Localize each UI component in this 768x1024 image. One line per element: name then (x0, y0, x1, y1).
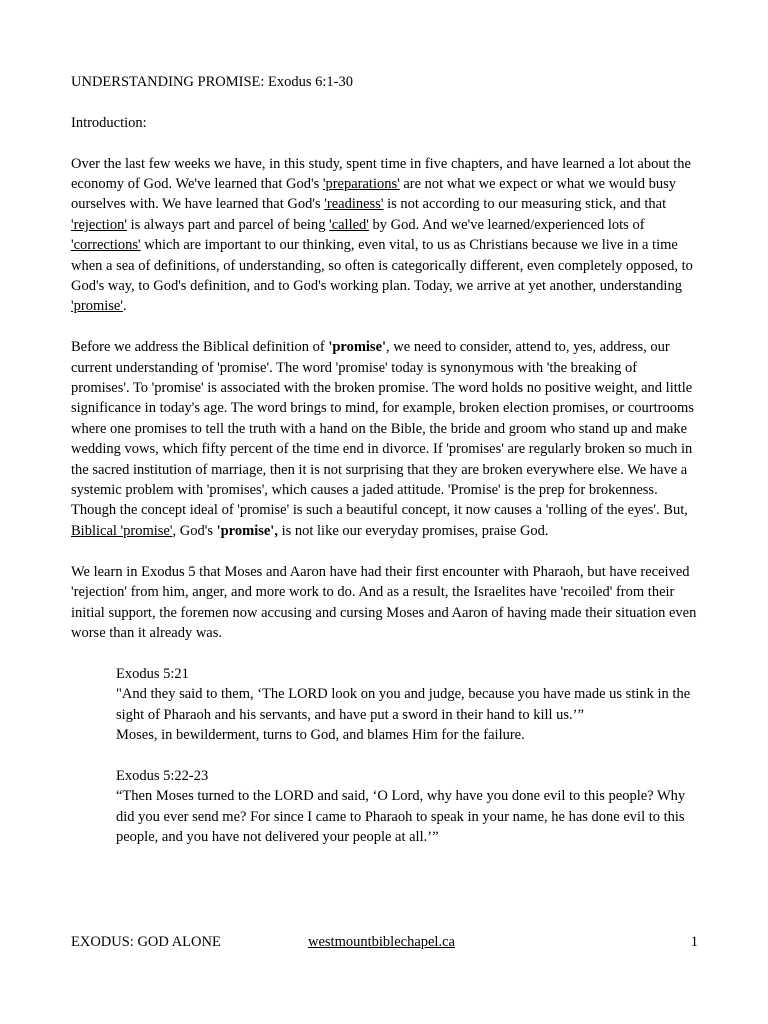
underlined-term: 'called' (329, 216, 369, 233)
page-title: UNDERSTANDING PROMISE: Exodus 6:1-30 (71, 74, 353, 90)
footer-website-link[interactable]: westmountbiblechapel.ca (308, 934, 455, 950)
text-run: Before we address the Biblical definition of (71, 339, 329, 356)
scripture-quote-1 (116, 664, 698, 746)
scripture-text: “Then Moses turned to the LORD and said, ‘O Lord, why have you done evil to this people? Why did you ever send me? For since I came to Pharaoh to speak in your name, he has done evil to this people, and you have not delivered your people at all.’” (116, 788, 686, 845)
intro-heading: Introduction: (71, 114, 147, 131)
text-run: . (122, 298, 127, 315)
page-footer (71, 932, 698, 952)
bold-term: 'promise', (216, 522, 278, 539)
scripture-quote-2 (116, 766, 698, 848)
underlined-term: Biblical 'promise' (71, 522, 173, 539)
scripture-reference: Exodus 5:22-23 (116, 767, 209, 784)
text-run: , God's (172, 522, 217, 539)
text-run: is not according to our measuring stick, and that (383, 196, 667, 213)
document-body (71, 72, 698, 868)
scripture-text: "And they said to them, ‘The LORD look on you and judge, because you have made us stink in the sight of Pharaoh and his servants, and have put a sword in their hand to kill us.’” (116, 686, 691, 723)
underlined-term: 'corrections' (71, 237, 141, 254)
text-run: , we need to consider, attend to, yes, address, our current understanding of 'promise'. The word 'promise' today is synonymous with 'the breaking of promises'. To 'promise' is associated with the broken promise. The word holds no positive weight, and little significance in today's age. The word brings to mind, for example, broken election promises, or courtrooms where one promises to tell the truth with a hand on the Bible, the bride and groom who stand up and make wedding vows, which fifty percent of the time end in divorce. If 'promises' are regularly broken so much in the sacred institution of marriage, then it is not surprising that they are broken everywhere else. We have a systemic problem with 'promises', which causes a jaded attitude. 'Promise' is the prep for brokenness. Though the concept ideal of 'promise' is such a beautiful concept, it now causes a 'rolling of the eyes'. But, (71, 339, 694, 519)
underlined-term: 'preparations' (322, 176, 400, 192)
page-number: 1 (690, 934, 698, 950)
text-run: is not like our everyday promises, praise God. (277, 522, 549, 539)
underlined-term: 'promise' (71, 298, 123, 315)
underlined-term: 'readiness' (324, 196, 384, 213)
text-run: are not what we expect or what we would busy ourselves with. We have learned that God's (71, 176, 676, 213)
commentary-note: Moses, in bewilderment, turns to God, and blames Him for the failure. (116, 726, 525, 743)
paragraph-2 (71, 337, 698, 541)
text-run: by God. And we've learned/experienced lots of (368, 216, 645, 233)
paragraph-1 (71, 154, 698, 317)
paragraph-3: We learn in Exodus 5 that Moses and Aaron have had their first encounter with Pharaoh, but have received 'rejection' from him, anger, and more work to do. And as a result, the Israelites have 'recoiled' from their initial support, the foremen now accusing and cursing Moses and Aaron of having made their situation even worse than it already was. (71, 563, 697, 641)
scripture-reference: Exodus 5:21 (116, 665, 189, 682)
bold-term: 'promise' (328, 339, 387, 356)
text-run: is always part and parcel of being (126, 216, 330, 233)
text-run: which are important to our thinking, even vital, to us as Christians because we live in a time when a sea of definitions, of understanding, so often is categorically different, even completely opposed, to God's way, to God's definition, and to God's working plan. Today, we arrive at yet another, understanding (71, 237, 693, 295)
text-run: Over the last few weeks we have, in this study, spent time in five chapters, and have learned a lot about the economy of God. We've learned that God's (71, 155, 691, 192)
footer-title: EXODUS: GOD ALONE (71, 934, 221, 950)
underlined-term: 'rejection' (71, 216, 127, 233)
